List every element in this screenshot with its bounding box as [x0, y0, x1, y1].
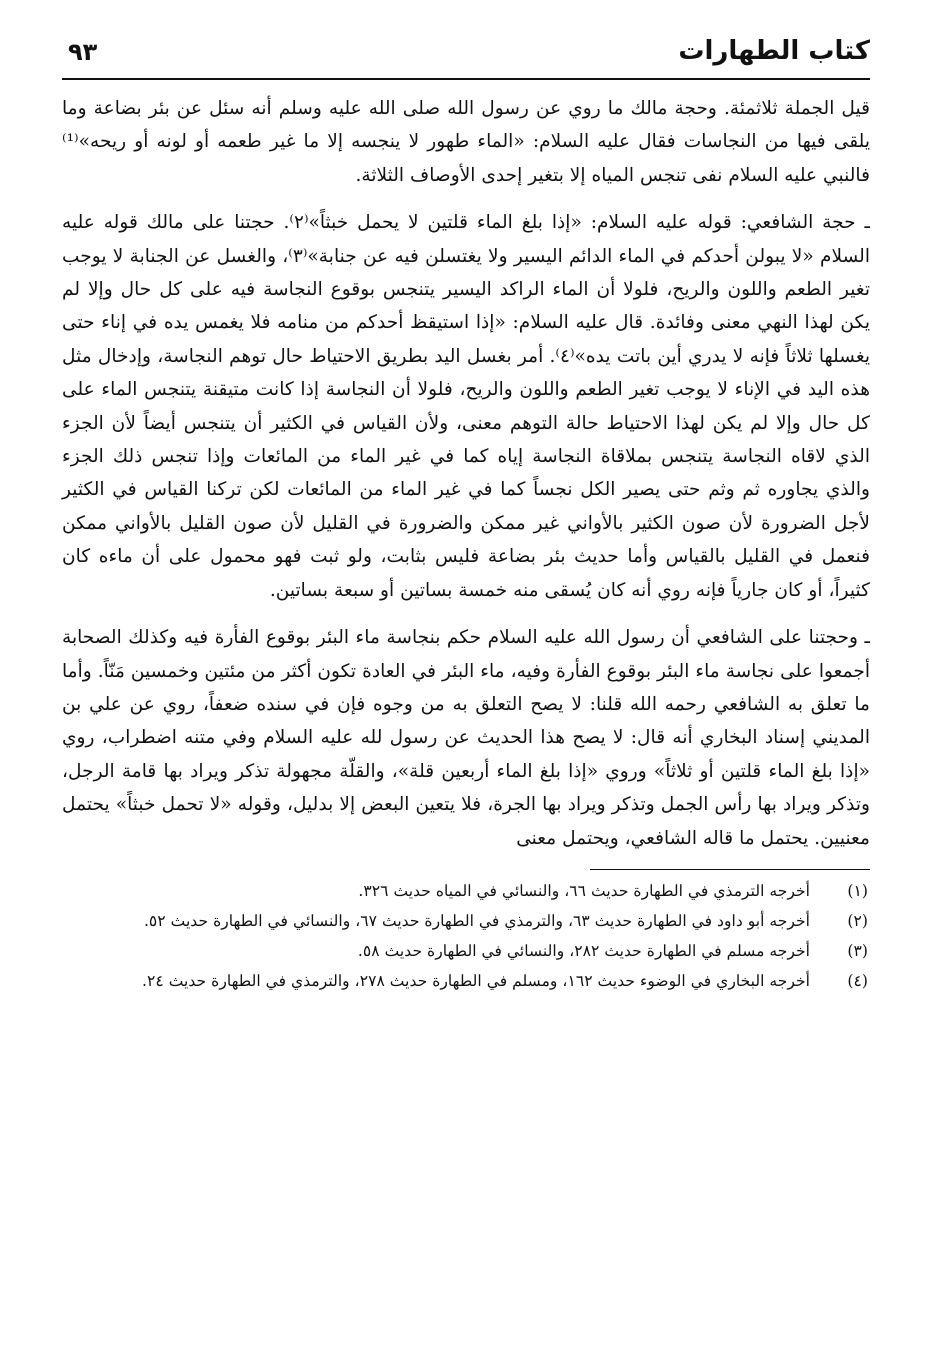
footnote: [62, 878, 870, 904]
paragraph: قيل الجملة ثلاثمئة. وحجة مالك ما روي عن رسول الله صلى الله عليه وسلم أنه سئل عن بئر بضاعة وما يلقى فيها من النجاسات فقال عليه السلام: «الماء طهور لا ينجسه إلا ما غير طعمه أو لونه أو ريحه»⁽¹⁾ فالنبي عليه السلام نفى تنجس المياه إلا بتغير إحدى الأوصاف الثلاثة.: [62, 98, 870, 186]
footnote-number: (٢): [847, 911, 868, 930]
footnote-number: (١): [847, 881, 868, 900]
footnote: [62, 968, 870, 994]
footnote-text: أخرجه الترمذي في الطهارة حديث ٦٦، والنسائي في المياه حديث ٣٢٦.: [358, 881, 810, 900]
footnote-number: (٣): [847, 941, 868, 960]
footnote: [62, 938, 870, 964]
footnote-number: (٤): [847, 971, 868, 990]
footnote-text: أخرجه مسلم في الطهارة حديث ٢٨٢، والنسائي في الطهارة حديث ٥٨.: [357, 941, 810, 960]
footnote-divider: [590, 869, 870, 870]
footnote-text: أخرجه أبو داود في الطهارة حديث ٦٣، والترمذي في الطهارة حديث ٦٧، والنسائي في الطهارة حديث ٥٢.: [143, 911, 810, 930]
paragraph: ـ وحجتنا على الشافعي أن رسول الله عليه السلام حكم بنجاسة ماء البئر بوقوع الفأرة فيه وكذلك الصحابة أجمعوا على نجاسة ماء البئر بوقوع الفأرة وفيه، ماء البئر في العادة تكون أكثر من مئتين وخمسين مَنّاً. وأما ما تعلق به الشافعي رحمه الله قلنا: لا يصح التعلق به من وجوه فإن في سنده ضعفاً، روي عن علي بن المديني إسناد البخاري أنه قال: لا يصح هذا الحديث عن رسول لله عليه السلام وفي متنه اضطراب، روي «إذا بلغ الماء قلتين أو ثلاثاً» وروي «إذا بلغ الماء أربعين قلة»، والقلّة مجهولة تذكر ويراد بها قامة الرجل، وتذكر ويراد بها رأس الجمل وتذكر ويراد بها الجرة، فلا يتعين البعض إلا بدليل، وقوله «لا تحمل خبثاً» يحتمل معنيين. يحتمل ما قاله الشافعي، ويحتمل معنى: [62, 627, 870, 849]
book-page: [62, 28, 870, 1345]
main-text: [62, 92, 870, 855]
running-header: [62, 28, 870, 80]
book-title: كتاب الطهارات: [678, 36, 870, 66]
footnotes: [62, 878, 870, 994]
paragraph: ـ حجة الشافعي: قوله عليه السلام: «إذا بلغ الماء قلتين لا يحمل خبثاً»⁽٢⁾. حجتنا على مالك قوله عليه السلام «لا يبولن أحدكم في الماء الدائم اليسير ولا يغتسلن فيه عن جنابة»⁽٣⁾، والغسل عن الجنابة لا يوجب تغير الطعم واللون والريح، فلولا أن الماء الراكد اليسير يتنجس بوقوع النجاسة فيه على كل حال وإلا لم يكن لهذا النهي معنى وفائدة. قال عليه السلام: «إذا استيقظ أحدكم من منامه فلا يغمس يده في إناء حتى يغسلها ثلاثاً فإنه لا يدري أين باتت يده»⁽٤⁾. أمر بغسل اليد بطريق الاحتياط حال توهم النجاسة، وإدخال مثل هذه اليد في الإناء لا يوجب تغير الطعم واللون والريح، فلولا أن النجاسة إذا كانت متيقنة يتنجس الماء على كل حال وإلا لم يكن لهذا الاحتياط حالة التوهم معنى، ولأن القياس في الكثير أن يتنجس أيضاً لأن الجزء الذي لاقاه النجاسة يتنجس بملاقاة النجاسة إياه كما في غير الماء من المائعات وإذا تنجس ذلك الجزء والذي يجاوره ثم وثم حتى يصير الكل نجساً كما في غير الماء من المائعات لكن تركنا القياس في الكثير لأجل الضرورة لأن صون الكثير بالأواني غير ممكن والضرورة في القليل لأن صون القليل بالأواني ممكن فنعمل في القليل بالقياس وأما حديث بئر بضاعة فليس بثابت، ولو ثبت فهو محمول على أن ماءه كان كثيراً، أو كان جارياً فإنه روي أنه كان يُسقى منه خمسة بساتين أو سبعة بساتين.: [62, 212, 870, 601]
page-number: ٩٣: [68, 38, 98, 66]
footnote: [62, 908, 870, 934]
footnote-text: أخرجه البخاري في الوضوء حديث ١٦٢، ومسلم في الطهارة حديث ٢٧٨، والترمذي في الطهارة حديث ٢٤.: [142, 971, 810, 990]
